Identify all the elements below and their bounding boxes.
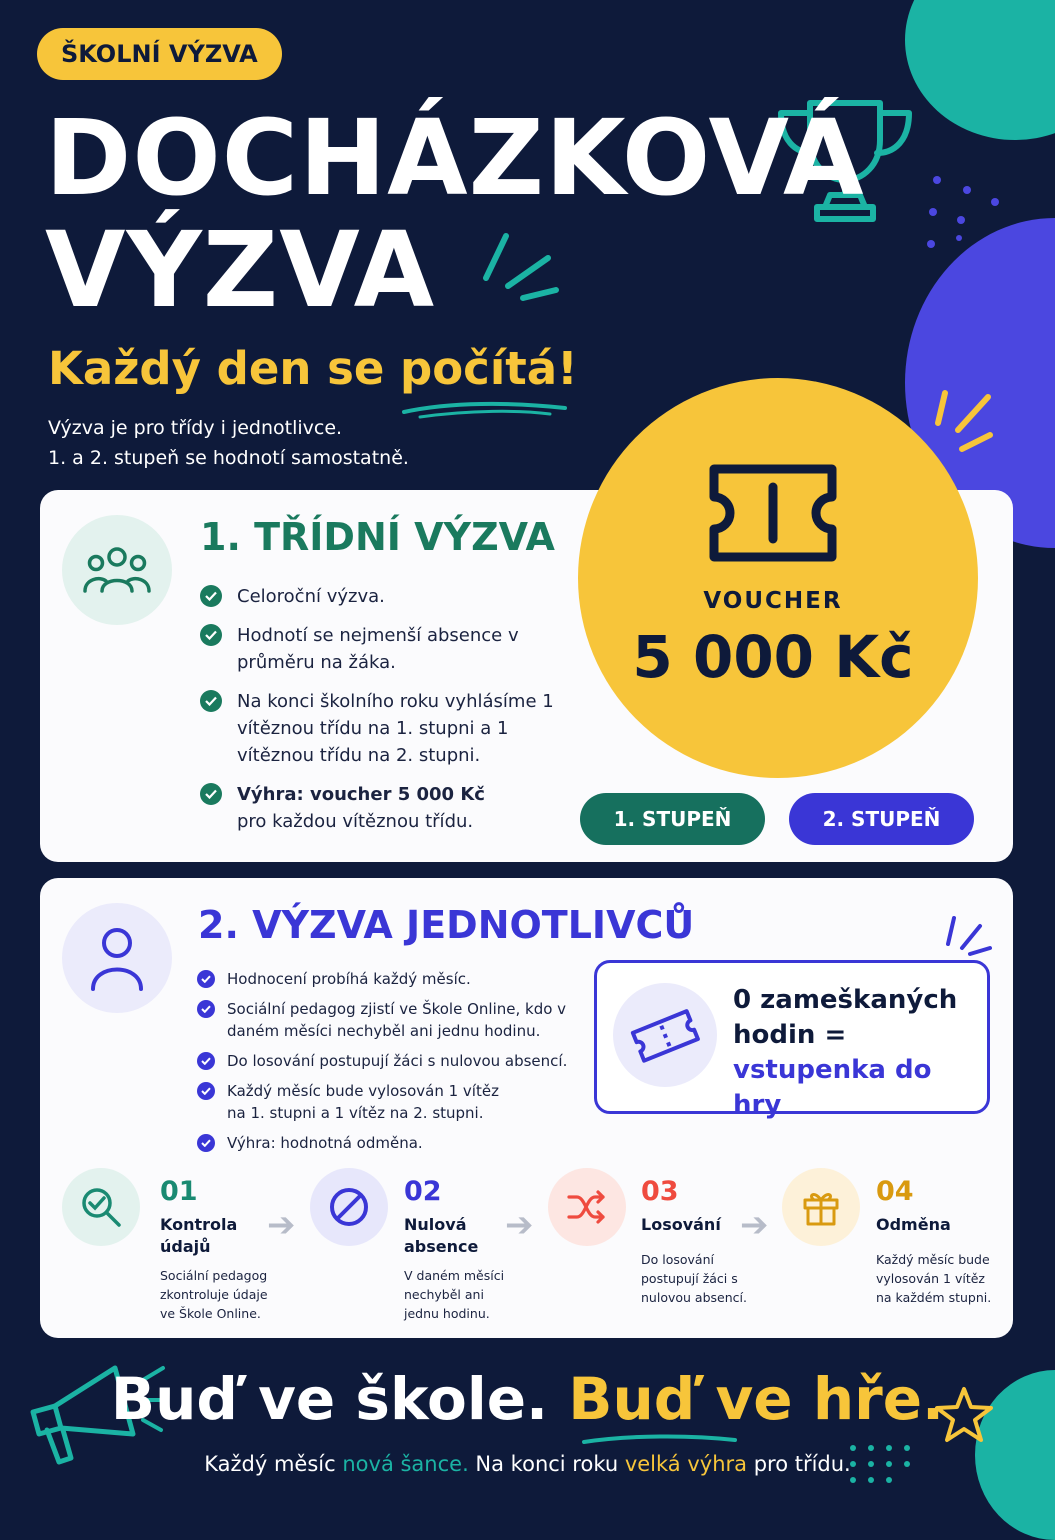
step-4-desc: Každý měsíc bude vylosován 1 vítěz na každém stupni. <box>876 1252 992 1305</box>
level-1-pill: 1. STUPEŇ <box>580 793 765 845</box>
class-challenge-heading: 1. TŘÍDNÍ VÝZVA <box>200 515 555 559</box>
list-item-text: Hodnotí se nejmenší absence v průměru na žáka. <box>237 625 519 673</box>
group-icon <box>82 545 152 595</box>
decorative-teal-circle <box>905 0 1055 140</box>
step-2-title: Nulová absence <box>404 1215 479 1256</box>
list-item <box>197 1080 587 1124</box>
step-2-icon-circle <box>310 1168 388 1246</box>
tagline-part-3: Na konci roku <box>468 1452 625 1476</box>
list-item <box>197 1132 587 1154</box>
check-icon <box>200 585 222 607</box>
prohibited-icon <box>327 1185 371 1229</box>
step-2-number: 02 <box>404 1176 442 1207</box>
check-icon <box>200 690 222 712</box>
decorative-dots <box>925 172 1005 252</box>
footer-slogan-yellow: Buď ve hře. <box>568 1365 945 1433</box>
tagline-part-4: velká výhra <box>624 1452 748 1476</box>
step-3-desc: Do losování postupují žáci s nulovou absencí. <box>641 1252 747 1305</box>
list-item-text: Sociální pedagog zjistí ve Škole Online, kdo v daném měsíci nechyběl ani jednu hodinu. <box>227 1000 567 1040</box>
tagline-part-1: Každý měsíc <box>204 1452 343 1476</box>
subtitle-underline <box>400 398 570 420</box>
footer-slogan <box>0 1365 1055 1433</box>
individual-challenge-list <box>197 968 587 1162</box>
page-title <box>45 97 865 331</box>
entry-line-3: vstupenka do hry <box>733 1055 932 1120</box>
decorative-sparkle-lines-yellow <box>930 385 1000 465</box>
check-icon <box>197 970 215 988</box>
ticket-icon <box>630 1007 700 1063</box>
list-item-text: Na konci školního roku vyhlásíme 1 vítěznou třídu na 1. stupni a 1 vítěznou třídu na 2. stupni. <box>237 691 554 766</box>
entry-text <box>733 983 987 1123</box>
list-item <box>200 781 570 835</box>
step-2-desc: V daném měsíci nechyběl ani jednu hodinu. <box>404 1268 505 1321</box>
person-icon <box>87 923 147 993</box>
individual-challenge-heading: 2. VÝZVA JEDNOTLIVCŮ <box>198 903 695 947</box>
list-item <box>197 998 587 1042</box>
check-icon <box>200 783 222 805</box>
tagline-part-5: pro třídu. <box>747 1452 851 1476</box>
list-item <box>197 1050 587 1072</box>
step-3-number: 03 <box>641 1176 679 1207</box>
voucher-circle <box>578 378 978 778</box>
check-icon <box>197 1134 215 1152</box>
step-3-title: Losování <box>641 1215 721 1234</box>
school-challenge-badge: ŠKOLNÍ VÝZVA <box>37 28 282 80</box>
arrow-right-icon: ➔ <box>267 1205 296 1245</box>
voucher-label: VOUCHER <box>703 588 843 614</box>
footer-tagline <box>0 1452 1055 1476</box>
voucher-amount: 5 000 Kč <box>632 623 914 691</box>
gift-icon <box>800 1186 842 1228</box>
list-item-text: Každý měsíc bude vylosován 1 vítěz na 1. stupni a 1 vítěz na 2. stupni. <box>227 1082 499 1122</box>
group-icon-circle <box>62 515 172 625</box>
step-4-icon-circle <box>782 1168 860 1246</box>
entry-ticket-box <box>594 960 990 1120</box>
step-1-title: Kontrola údajů <box>160 1215 238 1256</box>
list-item <box>200 622 570 676</box>
list-item-text: Výhra: hodnotná odměna. <box>227 1134 423 1152</box>
prize-text: pro každou vítěznou třídu. <box>237 811 474 832</box>
class-challenge-list <box>200 583 570 847</box>
title-line-2: VÝZVA <box>45 209 436 331</box>
check-icon <box>200 624 222 646</box>
title-line-1: DOCHÁZKOVÁ <box>45 97 865 219</box>
step-4-title: Odměna <box>876 1215 951 1234</box>
footer-underline <box>580 1432 740 1448</box>
page-subtitle: Každý den se počítá! <box>48 342 578 395</box>
check-icon <box>197 1052 215 1070</box>
shuffle-icon <box>565 1187 609 1227</box>
person-icon-circle <box>62 903 172 1013</box>
step-3-icon-circle <box>548 1168 626 1246</box>
list-item-text <box>237 781 485 835</box>
entry-line-2: hodin = <box>733 1020 847 1050</box>
list-item-text: Hodnocení probíhá každý měsíc. <box>227 970 471 988</box>
ticket-icon-circle <box>613 983 717 1087</box>
list-item <box>200 583 570 610</box>
tagline-part-2: nová šance. <box>342 1452 469 1476</box>
decorative-sparkle-lines-purple <box>940 912 995 957</box>
step-1-number: 01 <box>160 1176 198 1207</box>
list-item <box>197 968 587 990</box>
footer-slogan-white: Buď ve škole. <box>110 1365 549 1433</box>
magnifier-check-icon <box>79 1185 123 1229</box>
step-1-icon-circle <box>62 1168 140 1246</box>
level-2-pill: 2. STUPEŇ <box>789 793 974 845</box>
step-4-number: 04 <box>876 1176 914 1207</box>
prize-text-bold: Výhra: voucher 5 000 Kč <box>237 784 485 805</box>
list-item <box>200 688 570 769</box>
entry-line-1: 0 zameškaných <box>733 985 958 1015</box>
check-icon <box>197 1000 215 1018</box>
voucher-ticket-icon <box>708 463 838 563</box>
arrow-right-icon: ➔ <box>505 1205 534 1245</box>
step-1-desc: Sociální pedagog zkontroluje údaje ve Škole Online. <box>160 1268 268 1321</box>
arrow-right-icon: ➔ <box>740 1205 769 1245</box>
intro-line-1: Výzva je pro třídy i jednotlivce. <box>48 417 343 439</box>
intro-text <box>48 413 409 473</box>
star-icon <box>933 1385 995 1445</box>
check-icon <box>197 1082 215 1100</box>
list-item-text: Do losování postupují žáci s nulovou absencí. <box>227 1052 568 1070</box>
list-item-text: Celoroční výzva. <box>237 586 385 607</box>
intro-line-2: 1. a 2. stupeň se hodnotí samostatně. <box>48 447 409 469</box>
